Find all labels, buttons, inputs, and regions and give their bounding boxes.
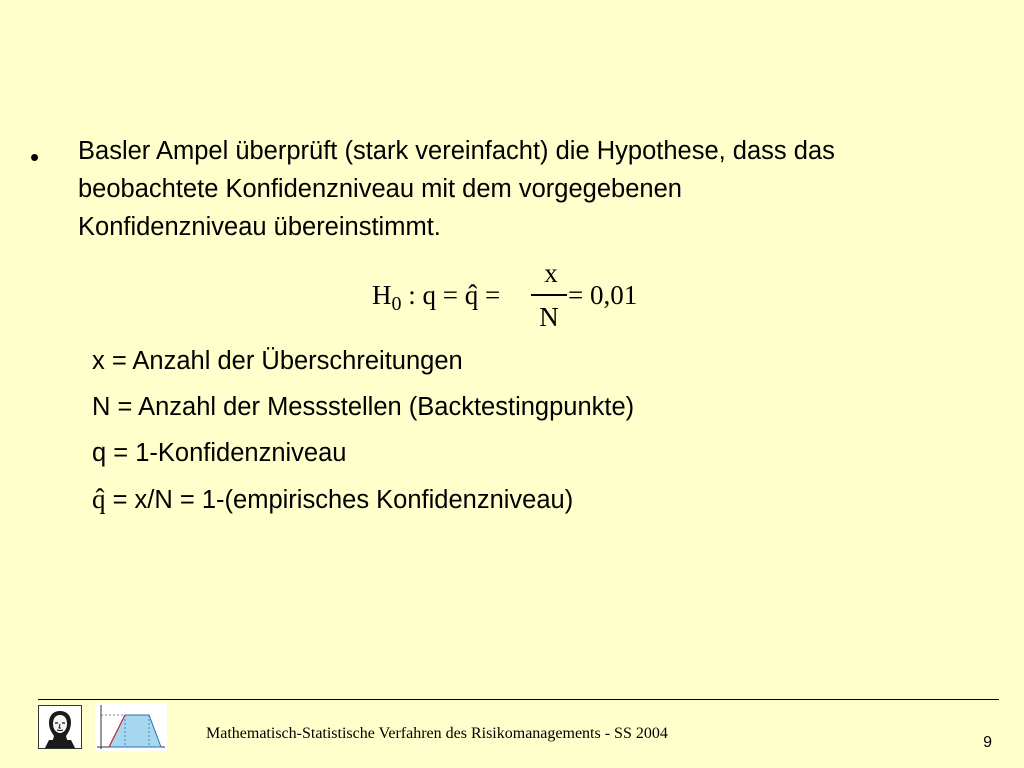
definition-text: = Anzahl der Überschreitungen <box>104 347 463 375</box>
page-number: 9 <box>983 734 992 751</box>
formula-left <box>372 280 500 313</box>
formula-body: : q = q̂ = <box>401 280 501 310</box>
fraction-denominator: N <box>539 302 559 332</box>
footer-title: Mathematisch-Statistische Verfahren des Risikomanagements - SS 2004 <box>206 725 668 742</box>
trapezoid-diagram-icon <box>95 703 167 751</box>
formula-h: H <box>372 280 392 310</box>
bullet-text <box>78 132 1013 246</box>
hypothesis-formula <box>372 258 672 338</box>
formula-result: = 0,01 <box>568 280 638 310</box>
definition-n <box>92 388 792 434</box>
bullet-symbol: • <box>30 142 40 172</box>
definition-q <box>92 434 792 480</box>
definition-symbol: q̂ <box>92 484 106 514</box>
formula-subscript: 0 <box>391 293 402 315</box>
bullet-line-2: beobachtete Konfidenzniveau mit dem vorgegebenen <box>78 175 682 203</box>
definition-symbol: N <box>92 393 111 421</box>
definition-text: = x/N = 1-(empirisches Konfidenzniveau) <box>105 486 574 514</box>
definition-symbol: x <box>92 347 105 375</box>
definition-x <box>92 342 792 388</box>
goethe-portrait-icon <box>38 705 82 749</box>
footer-divider <box>38 699 999 700</box>
bullet-line-1: Basler Ampel überprüft (stark vereinfacht) die Hypothese, dass das <box>78 137 835 165</box>
definitions-list <box>92 342 792 526</box>
definition-symbol: q <box>92 439 107 467</box>
fraction-numerator: x <box>544 258 558 288</box>
bullet-line-3: Konfidenzniveau übereinstimmt. <box>78 213 441 241</box>
definition-qhat <box>92 480 792 526</box>
fraction-bar <box>531 294 567 296</box>
definition-text: = Anzahl der Messstellen (Backtestingpunkte) <box>110 393 635 421</box>
definition-text: = 1-Konfidenzniveau <box>106 439 347 467</box>
